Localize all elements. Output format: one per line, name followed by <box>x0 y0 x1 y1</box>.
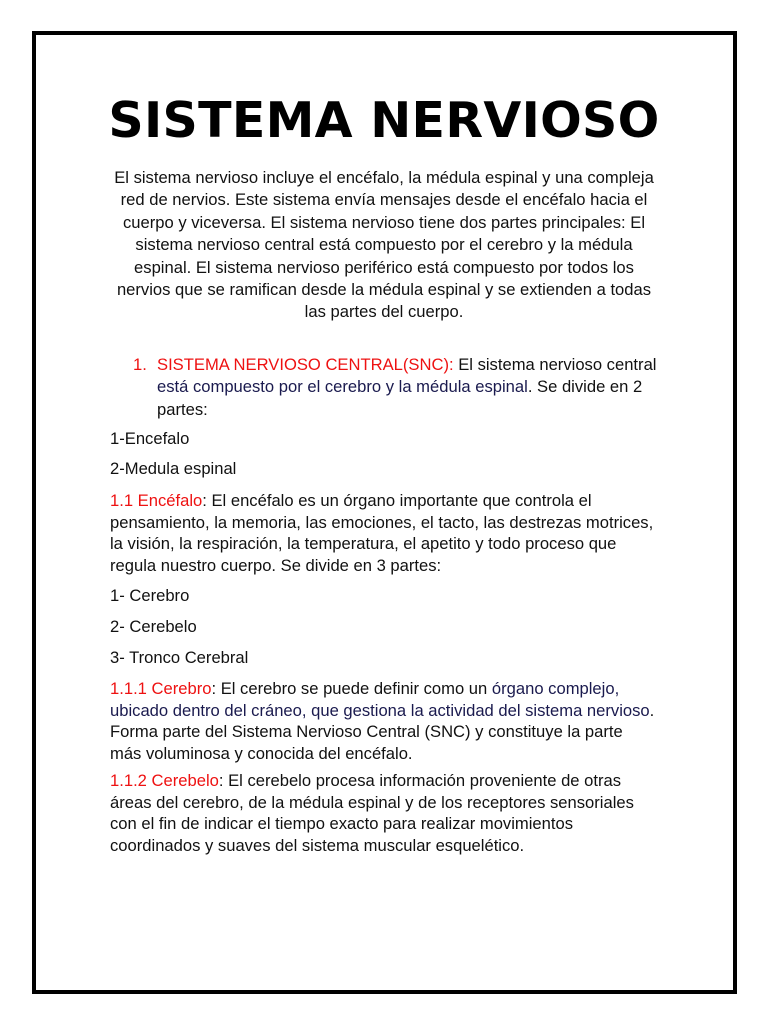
encefalo-part-2: 2- Cerebelo <box>110 617 197 636</box>
snc-heading: SISTEMA NERVIOSO CENTRAL(SNC): <box>157 355 454 374</box>
list-number: 1. <box>133 355 147 374</box>
cerebelo-heading: 1.1.2 Cerebelo <box>110 771 219 790</box>
snc-list-item <box>133 354 658 421</box>
cerebelo-paragraph <box>110 770 658 856</box>
snc-text-a: El sistema nervioso central <box>453 355 657 374</box>
cerebro-text-b: . Forma parte del Sistema Nervioso Central (SNC) y constituye la parte más voluminosa y conocida del encéfalo. <box>110 700 655 763</box>
snc-text-highlight: está compuesto por el cerebro y la médula espinal <box>157 377 528 397</box>
cerebro-text-highlight: órgano complejo, ubicado dentro del cráneo, que gestiona la actividad del sistema nervioso <box>110 679 650 720</box>
snc-part-2: 2-Medula espinal <box>110 459 237 478</box>
snc-part-1: 1-Encefalo <box>110 429 190 448</box>
encefalo-part-3: 3- Tronco Cerebral <box>110 648 249 667</box>
encefalo-text: : El encéfalo es un órgano importante que controla el pensamiento, la memoria, las emociones, el tacto, las destrezas motrices, la visión, la respiración, la temperatura, el apetito y todo proceso que regula nuestro cuerpo. Se divide en 3 partes: <box>110 491 654 575</box>
document-title: SISTEMA NERVIOSO <box>108 92 660 149</box>
intro-paragraph: El sistema nervioso incluye el encéfalo, la médula espinal y una compleja red de nervios. Este sistema envía mensajes desde el encéfalo hacia el cuerpo y viceversa. El sistema nervioso tiene dos partes principales: El sistema nervioso central está compuesto por el cerebro y la médula espinal. El sistema nervioso periférico está compuesto por todos los nervios que se ramifican desde la médula espinal y se extienden a todas las partes del cuerpo. <box>114 168 654 322</box>
cerebro-paragraph <box>110 678 658 764</box>
cerebro-text-a: : El cerebro se puede definir como un <box>211 679 492 698</box>
encefalo-paragraph <box>110 490 658 576</box>
encefalo-heading: 1.1 Encéfalo <box>110 491 203 510</box>
cerebelo-text: : El cerebelo procesa información proveniente de otras áreas del cerebro, de la médula espinal y de los receptores sensoriales con el fin de indicar el tiempo exacto para realizar movimientos coordinados y suaves del sistema muscular esquelético. <box>110 771 634 855</box>
cerebro-heading: 1.1.1 Cerebro <box>110 679 212 698</box>
snc-text-b: . Se divide en 2 partes: <box>157 377 643 419</box>
encefalo-part-1: 1- Cerebro <box>110 586 190 605</box>
snc-list-body <box>157 354 658 421</box>
